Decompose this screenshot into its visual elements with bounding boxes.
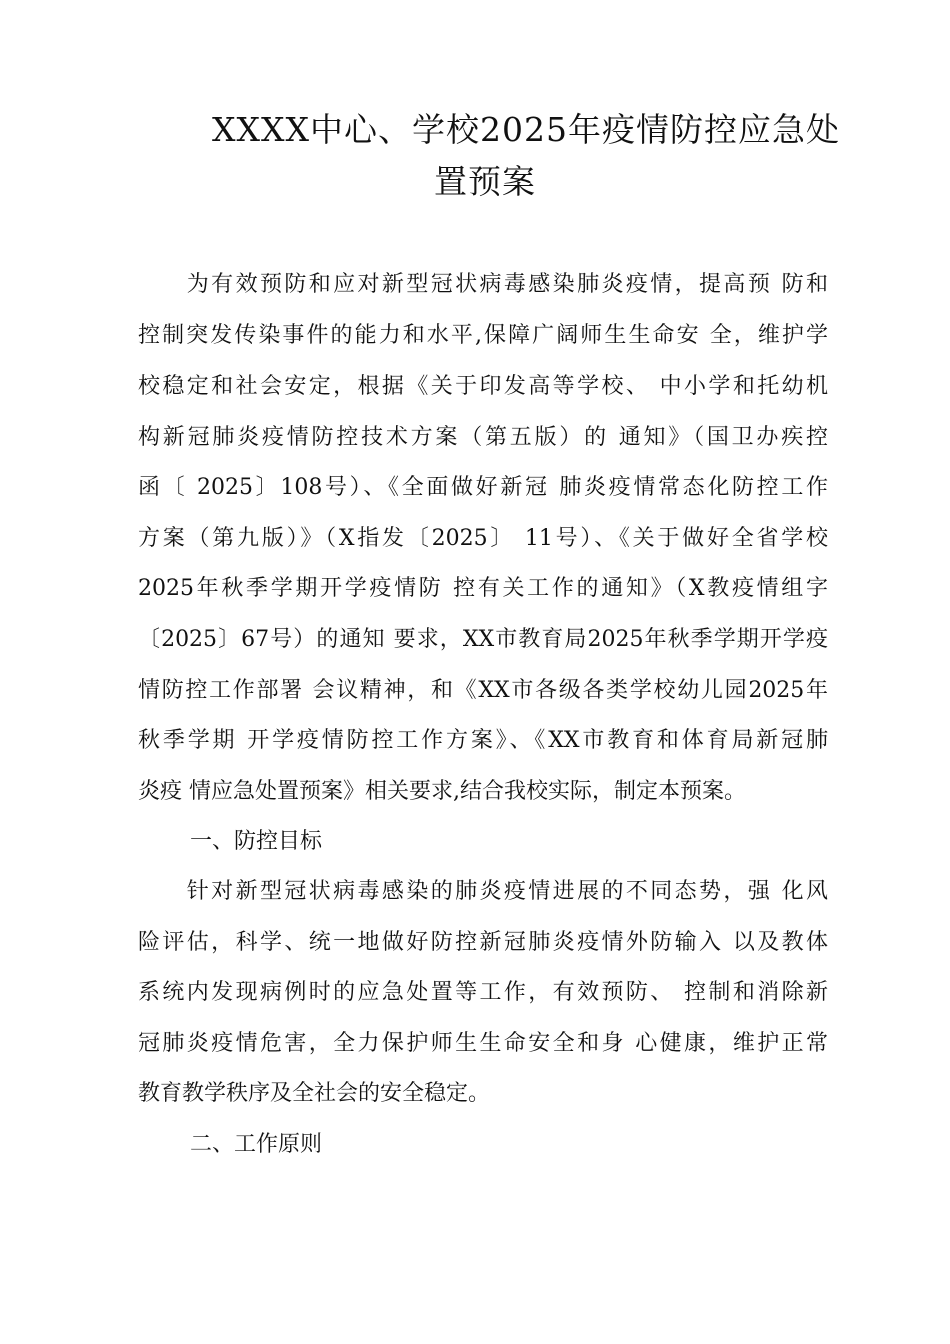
document-title-line-1: XXXX中心、学校2025年疫情防控应急处 <box>212 110 840 149</box>
intro-line: 情防控工作部署 会议精神，和《XX市各级各类学校幼儿园2025年 <box>138 678 828 703</box>
intro-line: 方案（第九版）》（X指发〔2025〕 11号）、《关于做好全省学校 <box>138 526 828 551</box>
section1-line: 针对新型冠状病毒感染的肺炎疫情进展的不同态势，强 化风 <box>138 879 828 904</box>
intro-line: 构新冠肺炎疫情防控技术方案（第五版）的 通知》（国卫办疾控 <box>138 425 828 450</box>
section1-line: 冠肺炎疫情危害，全力保护师生生命安全和身 心健康，维护正常 <box>138 1031 828 1056</box>
intro-line: 控制突发传染事件的能力和水平,保障广阔师生生命安 全，维护学 <box>138 323 828 348</box>
section1-line: 系统内发现病例时的应急处置等工作，有效预防、 控制和消除新 <box>138 980 828 1005</box>
intro-line: 〔2025〕67号）的通知 要求，XX市教育局2025年秋季学期开学疫 <box>138 627 828 652</box>
intro-line: 为有效预防和应对新型冠状病毒感染肺炎疫情，提高预 防和 <box>138 272 828 297</box>
document-title-line-2: 置预案 <box>434 162 536 201</box>
intro-line: 秋季学期 开学疫情防控工作方案》、《XX市教育和体育局新冠肺 <box>138 728 828 753</box>
section-heading-principles: 二、工作原则 <box>190 1132 323 1157</box>
intro-line: 函〔 2025〕108号）、《全面做好新冠 肺炎疫情常态化防控工作 <box>138 475 828 500</box>
intro-line: 2025年秋季学期开学疫情防 控有关工作的通知》（X教疫情组字 <box>138 576 828 601</box>
section1-line: 教育教学秩序及全社会的安全稳定。 <box>138 1081 491 1106</box>
intro-line: 炎疫 情应急处置预案》相关要求,结合我校实际，制定本预案。 <box>138 779 746 804</box>
section1-line: 险评估，科学、统一地做好防控新冠肺炎疫情外防输入 以及教体 <box>138 930 828 955</box>
intro-line: 校稳定和社会安定，根据《关于印发高等学校、 中小学和托幼机 <box>138 374 828 399</box>
section-heading-goals: 一、防控目标 <box>190 829 323 854</box>
